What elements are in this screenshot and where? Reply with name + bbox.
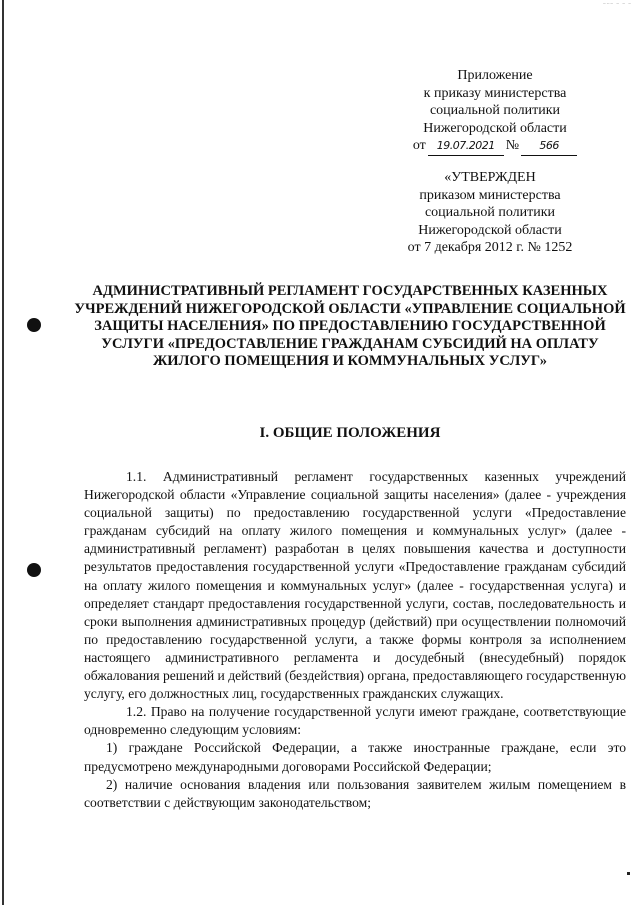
corner-mark: ~~~ ~ ~ ~ bbox=[603, 2, 632, 7]
document-body bbox=[84, 468, 626, 812]
scan-speck bbox=[627, 872, 630, 875]
approved-block bbox=[390, 169, 590, 257]
section-heading: I. ОБЩИЕ ПОЛОЖЕНИЯ bbox=[259, 425, 441, 441]
list-item: 2) наличие основания владения или пользования заявителем жилым помещением в соответствии с действующим законодательством; bbox=[84, 776, 626, 810]
approved-line: от 7 декабря 2012 г. № 1252 bbox=[407, 240, 573, 255]
appendix-date-number-line bbox=[400, 137, 590, 156]
appendix-line: к приказу министерства bbox=[423, 85, 567, 101]
document-title: АДМИНИСТРАТИВНЫЙ РЕГЛАМЕНТ ГОСУДАРСТВЕННЫХ КАЗЕННЫХ УЧРЕЖДЕНИЙ НИЖЕГОРОДСКОЙ ОБЛАСТИ «УПРАВЛЕНИЕ СОЦИАЛЬНОЙ ЗАЩИТЫ НАСЕЛЕНИЯ» ПО ПРЕДОСТАВЛЕНИЮ ГОСУДАРСТВЕННОЙ УСЛУГИ «ПРЕДОСТАВЛЕНИЕ ГРАЖДАНАМ СУБСИДИЙ НА ОПЛАТУ ЖИЛОГО ПОМЕЩЕНИЯ И КОММУНАЛЬНЫХ УСЛУГ» bbox=[74, 283, 626, 369]
appendix-line: Приложение bbox=[457, 68, 533, 83]
scan-edge-line bbox=[2, 0, 4, 905]
approved-line: социальной политики bbox=[424, 205, 556, 220]
paragraph: 1.2. Право на получение государственной услуги имеют граждане, соответствующие одновременно следующим условиям: bbox=[84, 704, 626, 738]
appendix-line: Нижегородской области bbox=[423, 120, 567, 136]
punch-hole bbox=[27, 318, 41, 332]
list-item: 1) граждане Российской Федерации, а также иностранные граждане, если это предусмотрено международными договорами Российской Федерации; bbox=[84, 740, 626, 774]
appendix-line: социальной политики bbox=[429, 103, 561, 118]
appendix-block bbox=[400, 67, 590, 156]
handwritten-date: 19.07.2021 bbox=[428, 137, 504, 156]
handwritten-number: 566 bbox=[521, 137, 577, 156]
approved-line: приказом министерства bbox=[419, 187, 561, 203]
number-label: № bbox=[505, 138, 520, 153]
from-label: от bbox=[412, 138, 426, 153]
punch-hole bbox=[27, 563, 41, 577]
paragraph: 1.1. Административный регламент государственных казенных учреждений Нижегородской области «Управление социальной защиты населения» (далее - учреждения социальной защиты) по предоставлению государственной услуги «Предоставление гражданам субсидий на оплату жилого помещения и коммунальных услуг» (далее - административный регламент) разработан в целях повышения качества и доступности результатов предоставления государственной услуги «Предоставление гражданам субсидий на оплату жилого помещения и коммунальных услуг» (далее - государственная услуга) и определяет стандарт предоставления государственной услуги, состав, последовательность и сроки выполнения административных процедур (действий) при осуществлении полномочий по предоставлению государственной услуги, а также формы контроля за исполнением настоящего административного регламента и досудебный (внесудебный) порядок обжалования решений и действий (бездействия) органа, предоставляющего государственную услугу, его должностных лиц, государственных гражданских служащих. bbox=[84, 469, 627, 702]
approved-line: «УТВЕРЖДЕН bbox=[444, 170, 536, 185]
approved-line: Нижегородской области bbox=[418, 222, 562, 238]
